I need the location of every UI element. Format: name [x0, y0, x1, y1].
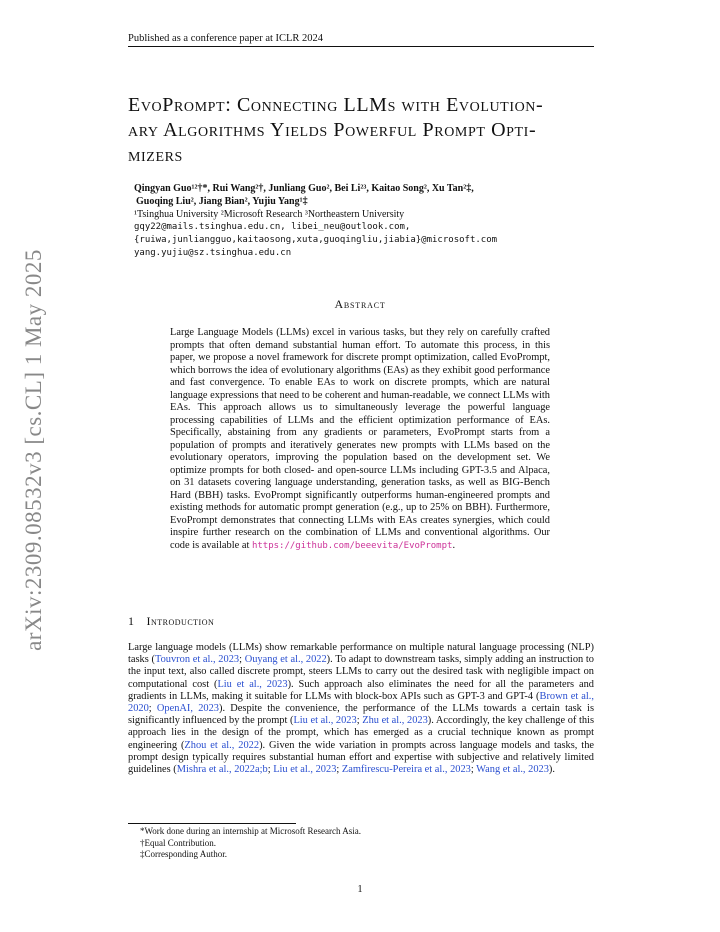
intro-text: ). Given the wide variation in prompts across language models and tasks, the prompt design typically requires substantial human effort and expertise with subjective and relatively limited guidelines ( — [128, 739, 594, 776]
author-email-3: yang.yujiu@sz.tsinghua.edu.cn — [134, 248, 292, 258]
section-number: 1 — [128, 614, 135, 628]
author-names-1: Qingyan Guo¹²†*, Rui Wang²†, Junliang Guo², Bei Li²³, Kaitao Song², Xu Tan²‡, — [134, 183, 474, 194]
author-names-2: Guoqing Liu², Jiang Bian², Yujiu Yang¹‡ — [136, 196, 308, 207]
code-link[interactable]: https://github.com/beeevita/EvoPrompt — [251, 540, 453, 551]
intro-text: Large language models (LLMs) show remarkable performance on multiple natural language processing (NLP) tasks ( — [128, 642, 594, 666]
citation-link[interactable]: Liu et al., 2023 — [293, 715, 357, 727]
citation-link[interactable]: Brown et al., 2020 — [128, 690, 594, 715]
running-header: Published as a conference paper at ICLR 2024 — [128, 33, 594, 47]
footnote-divider — [128, 823, 296, 824]
citation-link[interactable]: Zhu et al., 2023 — [362, 715, 428, 727]
intro-text: ; — [239, 654, 245, 666]
title-line-1: EvoPrompt: Connecting LLMs with Evolution- — [128, 94, 544, 116]
intro-text: ; — [148, 703, 157, 715]
abstract-body — [170, 327, 550, 552]
citation-link[interactable]: OpenAI, 2023 — [156, 703, 219, 715]
intro-text: ; — [267, 764, 274, 776]
footnote-3: ‡Corresponding Author. — [140, 849, 227, 859]
citation-link[interactable]: Touvron et al., 2023 — [154, 654, 240, 666]
introduction-paragraph — [128, 642, 594, 776]
abstract-heading: Abstract — [334, 297, 386, 311]
intro-text: ). — [548, 764, 555, 776]
page-number: 1 — [357, 884, 363, 895]
citation-link[interactable]: Liu et al., 2023 — [217, 678, 288, 690]
footnotes — [140, 826, 580, 861]
citation-link[interactable]: Zamfirescu-Pereira et al., 2023 — [341, 764, 471, 776]
citation-link[interactable]: Ouyang et al., 2022 — [244, 654, 327, 666]
footnote-1: *Work done during an internship at Microsoft Research Asia. — [140, 826, 361, 836]
title-line-2: ary Algorithms Yields Powerful Prompt Opti- — [128, 119, 537, 141]
paper-title — [128, 93, 598, 168]
author-email-2: {ruiwa,junliangguo,kaitaosong,xuta,guoqingliu,jiabia}@microsoft.com — [134, 235, 498, 245]
title-line-3: mizers — [128, 144, 183, 166]
section-title: Introduction — [146, 614, 215, 628]
intro-text: ). Despite the convenience, the performance of the LLMs towards a certain task is significantly influenced by the prompt ( — [128, 703, 594, 727]
intro-text: ). To adapt to downstream tasks, simply adding an instruction to the input text, also called discrete prompt, steers LLMs to carry out the desired task with negligible impact on computational cost ( — [128, 654, 594, 690]
arxiv-id: arXiv:2309.08532v3 [cs.CL] 1 May 2025 — [21, 249, 46, 651]
citation-link[interactable]: Mishra et al., 2022a;b — [176, 764, 268, 776]
citation-link[interactable]: Liu et al., 2023 — [273, 764, 337, 776]
intro-text: ). Such approach also eliminates the need for all the parameters and gradients in LLMs, making it suitable for LLMs with block-box APIs such as GPT-3 and GPT-4 ( — [128, 678, 594, 702]
intro-text: ; — [336, 764, 342, 776]
intro-text: ). Accordingly, the key challenge of this approach lies in the design of the prompt, which has emerged as a crucial technique known as prompt engineering ( — [128, 715, 594, 751]
author-block — [134, 182, 594, 260]
footnote-2: †Equal Contribution. — [140, 837, 216, 848]
affiliations: ¹Tsinghua University ²Microsoft Research ³Northeastern University — [134, 209, 405, 220]
section-heading — [128, 614, 214, 629]
intro-text: ; — [470, 764, 477, 776]
intro-text: ; — [356, 715, 363, 727]
abstract-text: Large Language Models (LLMs) excel in various tasks, but they rely on carefully crafted prompts that often demand substantial human effort. To automate this process, in this paper, we propose a novel framework for discrete prompt optimization, called EvoPrompt, which borrows the idea of evolutionary algorithms (EAs) as they exhibit good performance and fast convergence. To enable EAs to work on discrete prompts, which are natural language expressions that need to be coherent and human-readable, we connect LLMs with EAs. This approach allows us to simultaneously leverage the powerful language processing capabilities of LLMs and the efficient optimization performance of EAs. Specifically, abstaining from any gradients or parameters, EvoPrompt starts from a population of prompts and iteratively generates new prompts with LLMs based on the evolutionary operators, improving the population based on the development set. We optimize prompts for both closed- and open-source LLMs including GPT-3.5 and Alpaca, on 31 datasets covering language understanding, generation tasks, as well as BIG-Bench Hard (BBH) tasks. EvoPrompt significantly outperforms human-engineered prompts and existing methods for automatic prompt generation (e.g., up to 25% on BBH). Furthermore, EvoPrompt demonstrates that connecting LLMs with EAs creates synergies, which could inspire further research on the combination of LLMs and conventional algorithms. Our code is available at — [170, 327, 550, 551]
author-email-1: gqy22@mails.tsinghua.edu.cn, libei_neu@outlook.com, — [134, 222, 411, 232]
citation-link[interactable]: Zhou et al., 2022 — [184, 739, 260, 751]
abstract-end: . — [452, 539, 456, 551]
citation-link[interactable]: Wang et al., 2023 — [476, 764, 549, 776]
